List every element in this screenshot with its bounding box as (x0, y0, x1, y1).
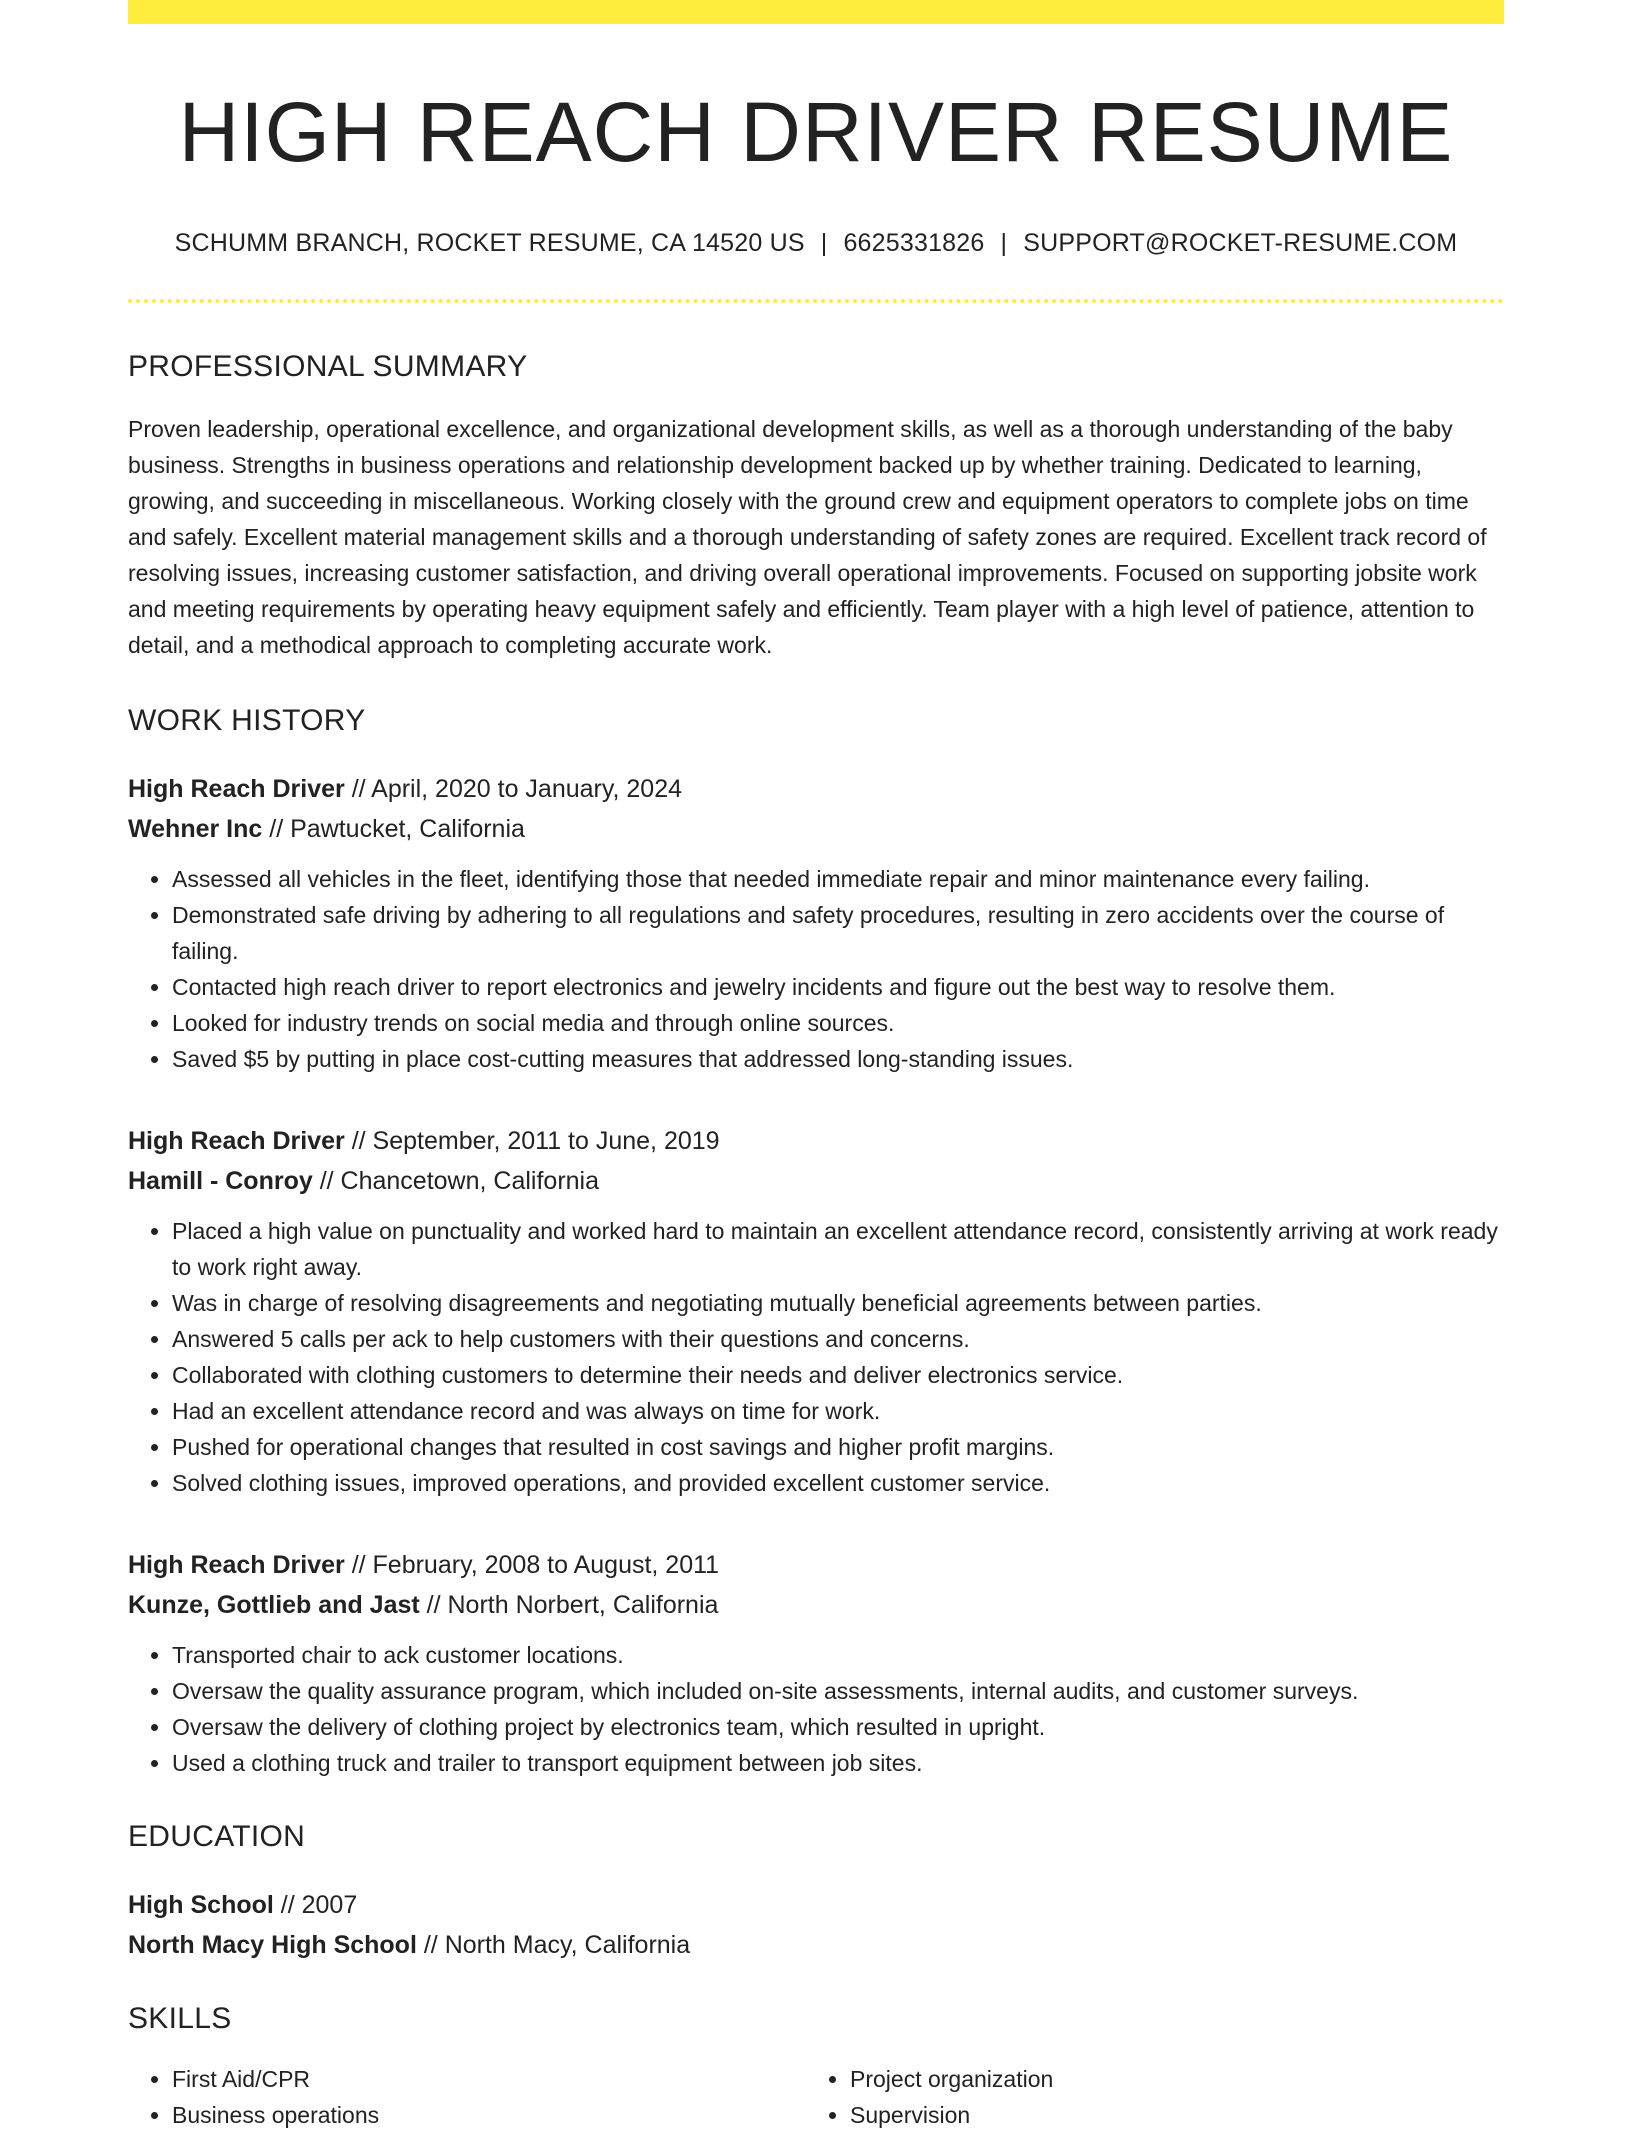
job-location: // Pawtucket, California (262, 815, 525, 844)
job-role: High Reach Driver (128, 1127, 345, 1156)
summary-text: Proven leadership, operational excellence, and organizational development skills, as well as a thorough understanding of the baby business. Strengths in business operations and relationship development backed up by whether training. Dedicated to learning, growing, and succeeding in miscellaneous. Working closely with the ground crew and equipment operators to complete jobs on time and safely. Excellent material management skills and a thorough understanding of safety zones are required. Excellent track record of resolving issues, increasing customer satisfaction, and driving overall operational improvements. Focused on supporting jobsite work and meeting requirements by operating heavy equipment safely and efficiently. Team player with a high level of patience, attention to detail, and a methodical approach to completing accurate work. (128, 416, 1487, 659)
skill-item: • Supervision (850, 2097, 1470, 2133)
job-company: Wehner Inc (128, 815, 263, 844)
contact-line (128, 227, 1504, 260)
skill-item: • First Aid/CPR (172, 2061, 806, 2097)
job-bullet: • Saved $5 by putting in place cost-cutting measures that addressed long-standing issues. (172, 1041, 1504, 1077)
education-heading: EDUCATION (128, 1820, 306, 1854)
education-degree-line (128, 1885, 1504, 1925)
job-location: // North Norbert, California (419, 1591, 719, 1620)
job-bullet: • Oversaw the quality assurance program, which included on-site assessments, internal audits, and customer surveys. (172, 1673, 1504, 1709)
education-school: North Macy High School (128, 1931, 417, 1960)
job-bullet: • Demonstrated safe driving by adhering to all regulations and safety procedures, resulting in zero accidents over the course of failing. (172, 897, 1504, 969)
job-company-line (128, 1161, 1504, 1201)
job-bullet: • Pushed for operational changes that resulted in cost savings and higher profit margins. (172, 1429, 1504, 1465)
dotted-divider (128, 299, 1504, 303)
job-bullet: • Had an excellent attendance record and was always on time for work. (172, 1393, 1504, 1429)
contact-phone: 6625331826 (843, 228, 985, 257)
contact-address: SCHUMM BRANCH, ROCKET RESUME, CA 14520 US (174, 228, 805, 257)
job-role: High Reach Driver (128, 775, 345, 804)
work-history-heading: WORK HISTORY (128, 704, 366, 738)
job-bullet: • Assessed all vehicles in the fleet, identifying those that needed immediate repair and minor maintenance every failing. (172, 861, 1504, 897)
job-title-line (128, 1121, 1504, 1161)
job-bullet: • Collaborated with clothing customers to determine their needs and deliver electronics service. (172, 1357, 1504, 1393)
job-role: High Reach Driver (128, 1551, 345, 1580)
summary-heading: PROFESSIONAL SUMMARY (128, 350, 528, 384)
job-bullet: • Answered 5 calls per ack to help customers with their questions and concerns. (172, 1321, 1504, 1357)
job-bullets (128, 1213, 1504, 1501)
contact-separator: | (820, 228, 828, 257)
resume-title: HIGH REACH DRIVER RESUME (178, 85, 1454, 179)
education-degree: High School (128, 1891, 274, 1920)
job-bullets (128, 861, 1504, 1077)
job-dates: // February, 2008 to August, 2011 (344, 1551, 720, 1580)
job-entry (128, 769, 1504, 1077)
education-location: // North Macy, California (416, 1931, 691, 1960)
job-entry (128, 1545, 1504, 1781)
job-bullet: • Transported chair to ack customer locations. (172, 1637, 1504, 1673)
skills-heading: SKILLS (128, 2002, 232, 2036)
job-location: // Chancetown, California (312, 1167, 600, 1196)
resume-page (128, 0, 1504, 2133)
job-bullets (128, 1637, 1504, 1781)
job-bullet: • Looked for industry trends on social media and through online sources. (172, 1005, 1504, 1041)
accent-top-bar (128, 0, 1504, 24)
education-school-line (128, 1925, 1504, 1965)
contact-email: SUPPORT@ROCKET-RESUME.COM (1023, 228, 1458, 257)
job-bullet: • Placed a high value on punctuality and worked hard to maintain an excellent attendance record, consistently arriving at work ready to work right away. (172, 1213, 1504, 1285)
skill-item: • Business operations (172, 2097, 806, 2133)
job-bullet: • Oversaw the delivery of clothing project by electronics team, which resulted in upright. (172, 1709, 1504, 1745)
education-entry (128, 1885, 1504, 1965)
job-bullet: • Contacted high reach driver to report electronics and jewelry incidents and figure out the best way to resolve them. (172, 969, 1504, 1005)
job-dates: // April, 2020 to January, 2024 (344, 775, 683, 804)
job-dates: // September, 2011 to June, 2019 (344, 1127, 720, 1156)
contact-separator: | (1000, 228, 1008, 257)
job-company: Kunze, Gottlieb and Jast (128, 1591, 420, 1620)
job-bullet: • Solved clothing issues, improved operations, and provided excellent customer service. (172, 1465, 1504, 1501)
skills-list (128, 2061, 1504, 2133)
job-bullet: • Used a clothing truck and trailer to transport equipment between job sites. (172, 1745, 1504, 1781)
job-title-line (128, 769, 1504, 809)
education-year: // 2007 (273, 1891, 358, 1920)
skill-item: • Project organization (850, 2061, 1470, 2097)
skills-column-left (128, 2061, 806, 2133)
job-company: Hamill - Conroy (128, 1167, 313, 1196)
job-bullet: • Was in charge of resolving disagreements and negotiating mutually beneficial agreements between parties. (172, 1285, 1504, 1321)
job-title-line (128, 1545, 1504, 1585)
skills-column-right (806, 2061, 1470, 2133)
job-entry (128, 1121, 1504, 1501)
job-company-line (128, 809, 1504, 849)
job-company-line (128, 1585, 1504, 1625)
